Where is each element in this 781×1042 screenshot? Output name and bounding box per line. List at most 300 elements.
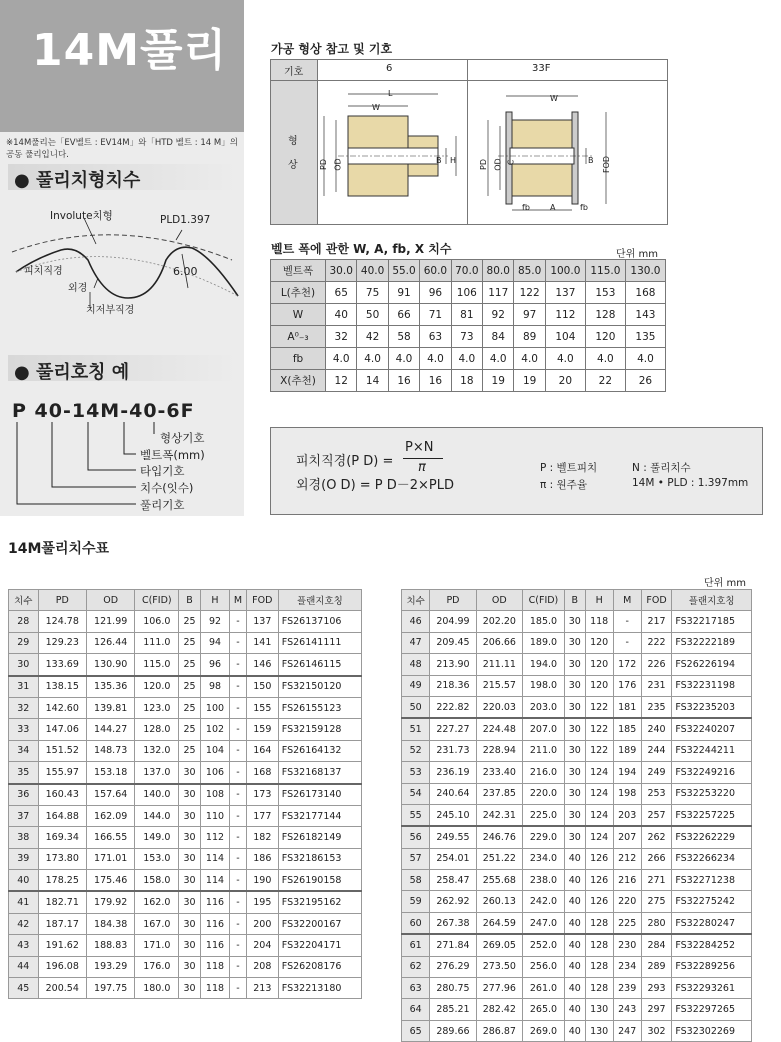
teeth-count-cell: 46 bbox=[402, 611, 430, 632]
table-cell: 203.0 bbox=[522, 696, 564, 718]
width-cell: 4.0 bbox=[545, 348, 585, 370]
table-cell: 240.64 bbox=[430, 783, 476, 804]
column-header: OD bbox=[476, 590, 522, 611]
table-cell: 213 bbox=[246, 978, 278, 999]
table-cell: 247 bbox=[613, 1020, 641, 1041]
naming-section-title: ● 풀리호칭 예 bbox=[14, 362, 130, 383]
table-cell: 190 bbox=[246, 870, 278, 892]
table-cell: 124 bbox=[585, 826, 613, 848]
width-cell: 16 bbox=[388, 370, 419, 392]
teeth-count-cell: 56 bbox=[402, 826, 430, 848]
table-cell: 30 bbox=[179, 870, 201, 892]
table-row bbox=[9, 913, 362, 934]
table-cell: 177 bbox=[246, 805, 278, 826]
table-cell: 249 bbox=[641, 762, 672, 783]
outer-diameter-label: 외경 bbox=[68, 283, 88, 294]
column-header: PD bbox=[38, 590, 86, 611]
table-cell: 126 bbox=[585, 848, 613, 869]
table-cell: 203 bbox=[613, 804, 641, 826]
width-row bbox=[271, 348, 666, 370]
table-cell: 173 bbox=[246, 784, 278, 806]
leader-type bbox=[88, 422, 136, 470]
table-cell: 271.84 bbox=[430, 934, 476, 956]
table-cell: 253 bbox=[641, 783, 672, 804]
table-cell: 237.85 bbox=[476, 783, 522, 804]
pi-definition: π : 원주율 bbox=[540, 479, 587, 491]
teeth-count-cell: 45 bbox=[9, 978, 39, 999]
table-cell: 30 bbox=[179, 913, 201, 934]
column-header: OD bbox=[86, 590, 134, 611]
dim-od-33f: OD bbox=[493, 158, 503, 171]
table-cell: 204.99 bbox=[430, 611, 476, 632]
table-cell: 160.43 bbox=[38, 784, 86, 806]
table-cell: 164 bbox=[246, 740, 278, 761]
table-row bbox=[402, 804, 752, 826]
width-cell: 50 bbox=[357, 304, 388, 326]
formula-denominator: π bbox=[418, 460, 426, 475]
table-cell: - bbox=[230, 956, 247, 977]
shape-section-title: 가공 형상 참고 및 기호 bbox=[271, 42, 393, 56]
tooth-depth-value: 6.00 bbox=[173, 265, 198, 278]
table-cell: 124.78 bbox=[38, 611, 86, 632]
table-cell: 275 bbox=[641, 891, 672, 912]
teeth-count-cell: 39 bbox=[9, 848, 39, 869]
table-cell: 153.18 bbox=[86, 762, 134, 784]
table-cell: 302 bbox=[641, 1020, 672, 1041]
table-cell: 120 bbox=[585, 632, 613, 653]
width-cell: 135 bbox=[625, 326, 665, 348]
column-header: B bbox=[179, 590, 201, 611]
table-cell: FS26155123 bbox=[278, 697, 361, 718]
table-cell: 249.55 bbox=[430, 826, 476, 848]
table-cell: 25 bbox=[179, 611, 201, 632]
table-cell: - bbox=[230, 611, 247, 632]
width-unit: 단위 mm bbox=[616, 249, 658, 260]
table-cell: FS26141111 bbox=[278, 632, 361, 653]
width-cell: 19 bbox=[483, 370, 514, 392]
table-cell: 153.0 bbox=[135, 848, 179, 869]
table-cell: 112 bbox=[200, 827, 229, 848]
table-cell: 120 bbox=[585, 675, 613, 696]
table-row bbox=[402, 978, 752, 999]
table-cell: FS26190158 bbox=[278, 870, 361, 892]
width-cell: 4.0 bbox=[451, 348, 482, 370]
width-col: 85.0 bbox=[514, 260, 545, 282]
teeth-count-cell: 64 bbox=[402, 999, 430, 1020]
table-cell: 246.76 bbox=[476, 826, 522, 848]
table-cell: 180.0 bbox=[135, 978, 179, 999]
table-cell: 40 bbox=[564, 999, 585, 1020]
width-row-label: X(추천) bbox=[271, 370, 326, 392]
table-cell: FS32271238 bbox=[672, 870, 752, 891]
width-cell: 120 bbox=[585, 326, 625, 348]
table-cell: 234 bbox=[613, 956, 641, 977]
table-cell: - bbox=[230, 935, 247, 956]
table-cell: 122 bbox=[585, 696, 613, 718]
table-cell: 137 bbox=[246, 611, 278, 632]
teeth-count-cell: 42 bbox=[9, 913, 39, 934]
table-row bbox=[9, 740, 362, 761]
dimension-table-title: 14M풀리치수표 bbox=[8, 541, 110, 557]
teeth-count-cell: 61 bbox=[402, 934, 430, 956]
table-cell: 128 bbox=[585, 934, 613, 956]
table-cell: 155.97 bbox=[38, 762, 86, 784]
table-cell: 207.0 bbox=[522, 718, 564, 740]
width-cell: 26 bbox=[625, 370, 665, 392]
table-cell: 267.38 bbox=[430, 912, 476, 934]
table-cell: 213.90 bbox=[430, 654, 476, 675]
naming-example-code: P 40-14M-40-6F bbox=[12, 400, 195, 422]
width-cell: 19 bbox=[514, 370, 545, 392]
p-definition: P : 벨트피치 bbox=[540, 462, 598, 474]
table-cell: FS32231198 bbox=[672, 675, 752, 696]
width-cell: 143 bbox=[625, 304, 665, 326]
teeth-count-cell: 37 bbox=[9, 805, 39, 826]
table-row bbox=[9, 891, 362, 913]
table-cell: 123.0 bbox=[135, 697, 179, 718]
dim-b: B bbox=[436, 156, 442, 165]
table-cell: 236.19 bbox=[430, 762, 476, 783]
table-cell: 284 bbox=[641, 934, 672, 956]
width-col: 100.0 bbox=[545, 260, 585, 282]
table-cell: - bbox=[230, 848, 247, 869]
table-cell: 196.08 bbox=[38, 956, 86, 977]
involute-label: Involute치형 bbox=[50, 210, 113, 222]
table-cell: 224.48 bbox=[476, 718, 522, 740]
width-row bbox=[271, 304, 666, 326]
width-cell: 4.0 bbox=[585, 348, 625, 370]
table-cell: - bbox=[230, 891, 247, 913]
width-cell: 75 bbox=[357, 282, 388, 304]
table-cell: - bbox=[230, 740, 247, 761]
table-cell: 116 bbox=[200, 935, 229, 956]
table-cell: 25 bbox=[179, 654, 201, 676]
table-row bbox=[402, 870, 752, 891]
table-cell: 215.57 bbox=[476, 675, 522, 696]
table-cell: 111.0 bbox=[135, 632, 179, 653]
teeth-count-cell: 51 bbox=[402, 718, 430, 740]
width-col: 30.0 bbox=[326, 260, 357, 282]
table-cell: 137.0 bbox=[135, 762, 179, 784]
table-cell: 239 bbox=[613, 978, 641, 999]
table-row bbox=[9, 654, 362, 676]
table-cell: FS26173140 bbox=[278, 784, 361, 806]
outer-leader bbox=[94, 278, 98, 288]
table-cell: FS26146115 bbox=[278, 654, 361, 676]
teeth-count-cell: 47 bbox=[402, 632, 430, 653]
table-row bbox=[402, 718, 752, 740]
table-cell: 114 bbox=[200, 870, 229, 892]
teeth-count-cell: 35 bbox=[9, 762, 39, 784]
table-cell: 217 bbox=[641, 611, 672, 632]
table-cell: 258.47 bbox=[430, 870, 476, 891]
dimension-table-left bbox=[8, 589, 362, 999]
shape-code-label: 형상기호 bbox=[160, 431, 205, 445]
width-cell: 63 bbox=[420, 326, 451, 348]
table-cell: 226 bbox=[641, 654, 672, 675]
table-cell: 124 bbox=[585, 804, 613, 826]
table-cell: 222.82 bbox=[430, 696, 476, 718]
table-cell: 114 bbox=[200, 848, 229, 869]
teeth-count-cell: 65 bbox=[402, 1020, 430, 1041]
width-cell: 168 bbox=[625, 282, 665, 304]
table-cell: 30 bbox=[564, 804, 585, 826]
teeth-count-cell: 58 bbox=[402, 870, 430, 891]
width-cell: 104 bbox=[545, 326, 585, 348]
table-cell: 207 bbox=[613, 826, 641, 848]
width-row-label: W bbox=[271, 304, 326, 326]
width-col: 55.0 bbox=[388, 260, 419, 282]
table-cell: 30 bbox=[564, 762, 585, 783]
table-cell: 30 bbox=[564, 696, 585, 718]
table-cell: 166.55 bbox=[86, 827, 134, 848]
width-col: 60.0 bbox=[420, 260, 451, 282]
type-6-header: 6 bbox=[386, 63, 393, 74]
table-cell: 198 bbox=[613, 783, 641, 804]
table-cell: 124 bbox=[585, 762, 613, 783]
table-cell: 30 bbox=[179, 805, 201, 826]
table-cell: 269.05 bbox=[476, 934, 522, 956]
table-cell: 186 bbox=[246, 848, 278, 869]
width-cell: 112 bbox=[545, 304, 585, 326]
table-cell: 30 bbox=[179, 762, 201, 784]
table-cell: 255.68 bbox=[476, 870, 522, 891]
table-cell: 108 bbox=[200, 784, 229, 806]
teeth-count-cell: 31 bbox=[9, 676, 39, 698]
table-cell: 204 bbox=[246, 935, 278, 956]
table-cell: 197.75 bbox=[86, 978, 134, 999]
teeth-count-cell: 43 bbox=[9, 935, 39, 956]
column-header: C(FID) bbox=[135, 590, 179, 611]
table-cell: 130 bbox=[585, 1020, 613, 1041]
table-cell: 122 bbox=[585, 718, 613, 740]
teeth-count-cell: 57 bbox=[402, 848, 430, 869]
table-cell: 171.0 bbox=[135, 935, 179, 956]
width-cell: 153 bbox=[585, 282, 625, 304]
table-cell: 25 bbox=[179, 632, 201, 653]
table-cell: FS26164132 bbox=[278, 740, 361, 761]
width-row bbox=[271, 282, 666, 304]
table-cell: 25 bbox=[179, 676, 201, 698]
table-cell: 40 bbox=[564, 1020, 585, 1041]
teeth-count-cell: 59 bbox=[402, 891, 430, 912]
table-cell: 276.29 bbox=[430, 956, 476, 977]
width-section-title: 벨트 폭에 관한 W, A, fb, X 치수 bbox=[271, 242, 452, 256]
table-cell: 238.0 bbox=[522, 870, 564, 891]
table-cell: 133.69 bbox=[38, 654, 86, 676]
table-cell: 128 bbox=[585, 956, 613, 977]
table-row bbox=[402, 740, 752, 761]
table-row bbox=[9, 848, 362, 869]
table-cell: 257 bbox=[641, 804, 672, 826]
table-row bbox=[402, 632, 752, 653]
table-cell: - bbox=[230, 978, 247, 999]
table-cell: - bbox=[230, 676, 247, 698]
table-row bbox=[9, 978, 362, 999]
dimension-table-unit: 단위 mm bbox=[704, 578, 746, 589]
table-cell: 181 bbox=[613, 696, 641, 718]
table-cell: 40 bbox=[564, 870, 585, 891]
table-cell: 30 bbox=[564, 632, 585, 653]
dim-pd: PD bbox=[318, 159, 328, 170]
table-cell: - bbox=[230, 870, 247, 892]
type-code-label: 타입기호 bbox=[140, 464, 185, 478]
width-cell: 84 bbox=[483, 326, 514, 348]
table-cell: 189 bbox=[613, 740, 641, 761]
code-header: 기호 bbox=[284, 67, 304, 78]
table-cell: 277.96 bbox=[476, 978, 522, 999]
width-cell: 4.0 bbox=[483, 348, 514, 370]
width-cell: 91 bbox=[388, 282, 419, 304]
width-cell: 14 bbox=[357, 370, 388, 392]
table-cell: FS32186153 bbox=[278, 848, 361, 869]
table-cell: 102 bbox=[200, 719, 229, 740]
dim-l: L bbox=[388, 89, 393, 98]
column-header: H bbox=[585, 590, 613, 611]
table-cell: 247.0 bbox=[522, 912, 564, 934]
table-cell: 222 bbox=[641, 632, 672, 653]
teeth-count-cell: 38 bbox=[9, 827, 39, 848]
teeth-count-cell: 60 bbox=[402, 912, 430, 934]
table-row bbox=[402, 848, 752, 869]
table-cell: FS26208176 bbox=[278, 956, 361, 977]
table-row bbox=[9, 611, 362, 632]
table-row bbox=[9, 762, 362, 784]
width-cell: 42 bbox=[357, 326, 388, 348]
table-cell: 104 bbox=[200, 740, 229, 761]
table-cell: FS32244211 bbox=[672, 740, 752, 761]
table-cell: 252.0 bbox=[522, 934, 564, 956]
table-cell: 30 bbox=[564, 740, 585, 761]
table-cell: 185 bbox=[613, 718, 641, 740]
table-cell: 233.40 bbox=[476, 762, 522, 783]
table-row bbox=[402, 826, 752, 848]
pld-leader bbox=[176, 230, 182, 240]
table-cell: 245.10 bbox=[430, 804, 476, 826]
table-cell: FS32159128 bbox=[278, 719, 361, 740]
dim-w: W bbox=[372, 103, 380, 112]
column-header: PD bbox=[430, 590, 476, 611]
width-header-row bbox=[271, 260, 666, 282]
table-cell: 30 bbox=[179, 784, 201, 806]
table-row bbox=[9, 827, 362, 848]
width-cell: 16 bbox=[420, 370, 451, 392]
table-cell: 242.0 bbox=[522, 891, 564, 912]
table-cell: 175.46 bbox=[86, 870, 134, 892]
column-header: C(FID) bbox=[522, 590, 564, 611]
width-cell: 81 bbox=[451, 304, 482, 326]
width-cell: 92 bbox=[483, 304, 514, 326]
pld-constant: 14M • PLD : 1.397mm bbox=[632, 477, 749, 489]
column-header: FOD bbox=[641, 590, 672, 611]
column-header: M bbox=[230, 590, 247, 611]
table-row bbox=[402, 934, 752, 956]
table-cell: 146 bbox=[246, 654, 278, 676]
table-cell: FS32275242 bbox=[672, 891, 752, 912]
width-cell: 128 bbox=[585, 304, 625, 326]
table-cell: 162.09 bbox=[86, 805, 134, 826]
table-cell: 194.0 bbox=[522, 654, 564, 675]
dim-od: OD bbox=[333, 158, 343, 171]
column-header: M bbox=[613, 590, 641, 611]
width-cell: 4.0 bbox=[357, 348, 388, 370]
width-cell: 66 bbox=[388, 304, 419, 326]
table-cell: 229.0 bbox=[522, 826, 564, 848]
table-row bbox=[9, 697, 362, 718]
table-cell: 168 bbox=[246, 762, 278, 784]
table-cell: 208 bbox=[246, 956, 278, 977]
table-cell: 169.34 bbox=[38, 827, 86, 848]
width-cell: 89 bbox=[514, 326, 545, 348]
fraction-bar bbox=[403, 458, 443, 459]
teeth-count-cell: 55 bbox=[402, 804, 430, 826]
table-cell: 280 bbox=[641, 912, 672, 934]
table-cell: FS32204171 bbox=[278, 935, 361, 956]
table-cell: 98 bbox=[200, 676, 229, 698]
table-cell: 178.25 bbox=[38, 870, 86, 892]
shape-6-drawing bbox=[318, 82, 466, 220]
column-header: 플랜지호칭 bbox=[278, 590, 361, 611]
teeth-count-cell: 49 bbox=[402, 675, 430, 696]
table-cell: 195 bbox=[246, 891, 278, 913]
table-row bbox=[402, 956, 752, 977]
table-cell: FS32293261 bbox=[672, 978, 752, 999]
table-cell: FS32235203 bbox=[672, 696, 752, 718]
table-cell: - bbox=[230, 697, 247, 718]
table-cell: - bbox=[230, 762, 247, 784]
table-cell: 139.81 bbox=[86, 697, 134, 718]
teeth-count-cell: 54 bbox=[402, 783, 430, 804]
table-cell: 106.0 bbox=[135, 611, 179, 632]
table-row bbox=[402, 999, 752, 1020]
width-cell: 71 bbox=[420, 304, 451, 326]
table-cell: 234.0 bbox=[522, 848, 564, 869]
width-cell: 117 bbox=[483, 282, 514, 304]
table-cell: 92 bbox=[200, 611, 229, 632]
table-cell: 144.27 bbox=[86, 719, 134, 740]
table-cell: - bbox=[230, 913, 247, 934]
table-cell: 155 bbox=[246, 697, 278, 718]
dim-w-33f: W bbox=[550, 94, 558, 103]
table-cell: 231 bbox=[641, 675, 672, 696]
table-cell: 297 bbox=[641, 999, 672, 1020]
table-cell: 230 bbox=[613, 934, 641, 956]
table-cell: 30 bbox=[564, 675, 585, 696]
width-col: 115.0 bbox=[585, 260, 625, 282]
teeth-count-cell: 48 bbox=[402, 654, 430, 675]
belt-width-table bbox=[270, 259, 666, 392]
table-cell: 266 bbox=[641, 848, 672, 869]
leader-pulley bbox=[17, 422, 136, 504]
table-cell: FS32249216 bbox=[672, 762, 752, 783]
table-cell: - bbox=[613, 632, 641, 653]
table-row bbox=[9, 956, 362, 977]
table-cell: 273.50 bbox=[476, 956, 522, 977]
table-cell: 265.0 bbox=[522, 999, 564, 1020]
table-row bbox=[402, 783, 752, 804]
table-cell: 261.0 bbox=[522, 978, 564, 999]
table-cell: 179.92 bbox=[86, 891, 134, 913]
table-cell: 159 bbox=[246, 719, 278, 740]
width-cell: 122 bbox=[514, 282, 545, 304]
table-cell: 260.13 bbox=[476, 891, 522, 912]
table-cell: - bbox=[230, 632, 247, 653]
teeth-count-cell: 44 bbox=[9, 956, 39, 977]
teeth-count-cell: 63 bbox=[402, 978, 430, 999]
table-cell: 194 bbox=[613, 762, 641, 783]
table-cell: 285.21 bbox=[430, 999, 476, 1020]
column-header: H bbox=[200, 590, 229, 611]
